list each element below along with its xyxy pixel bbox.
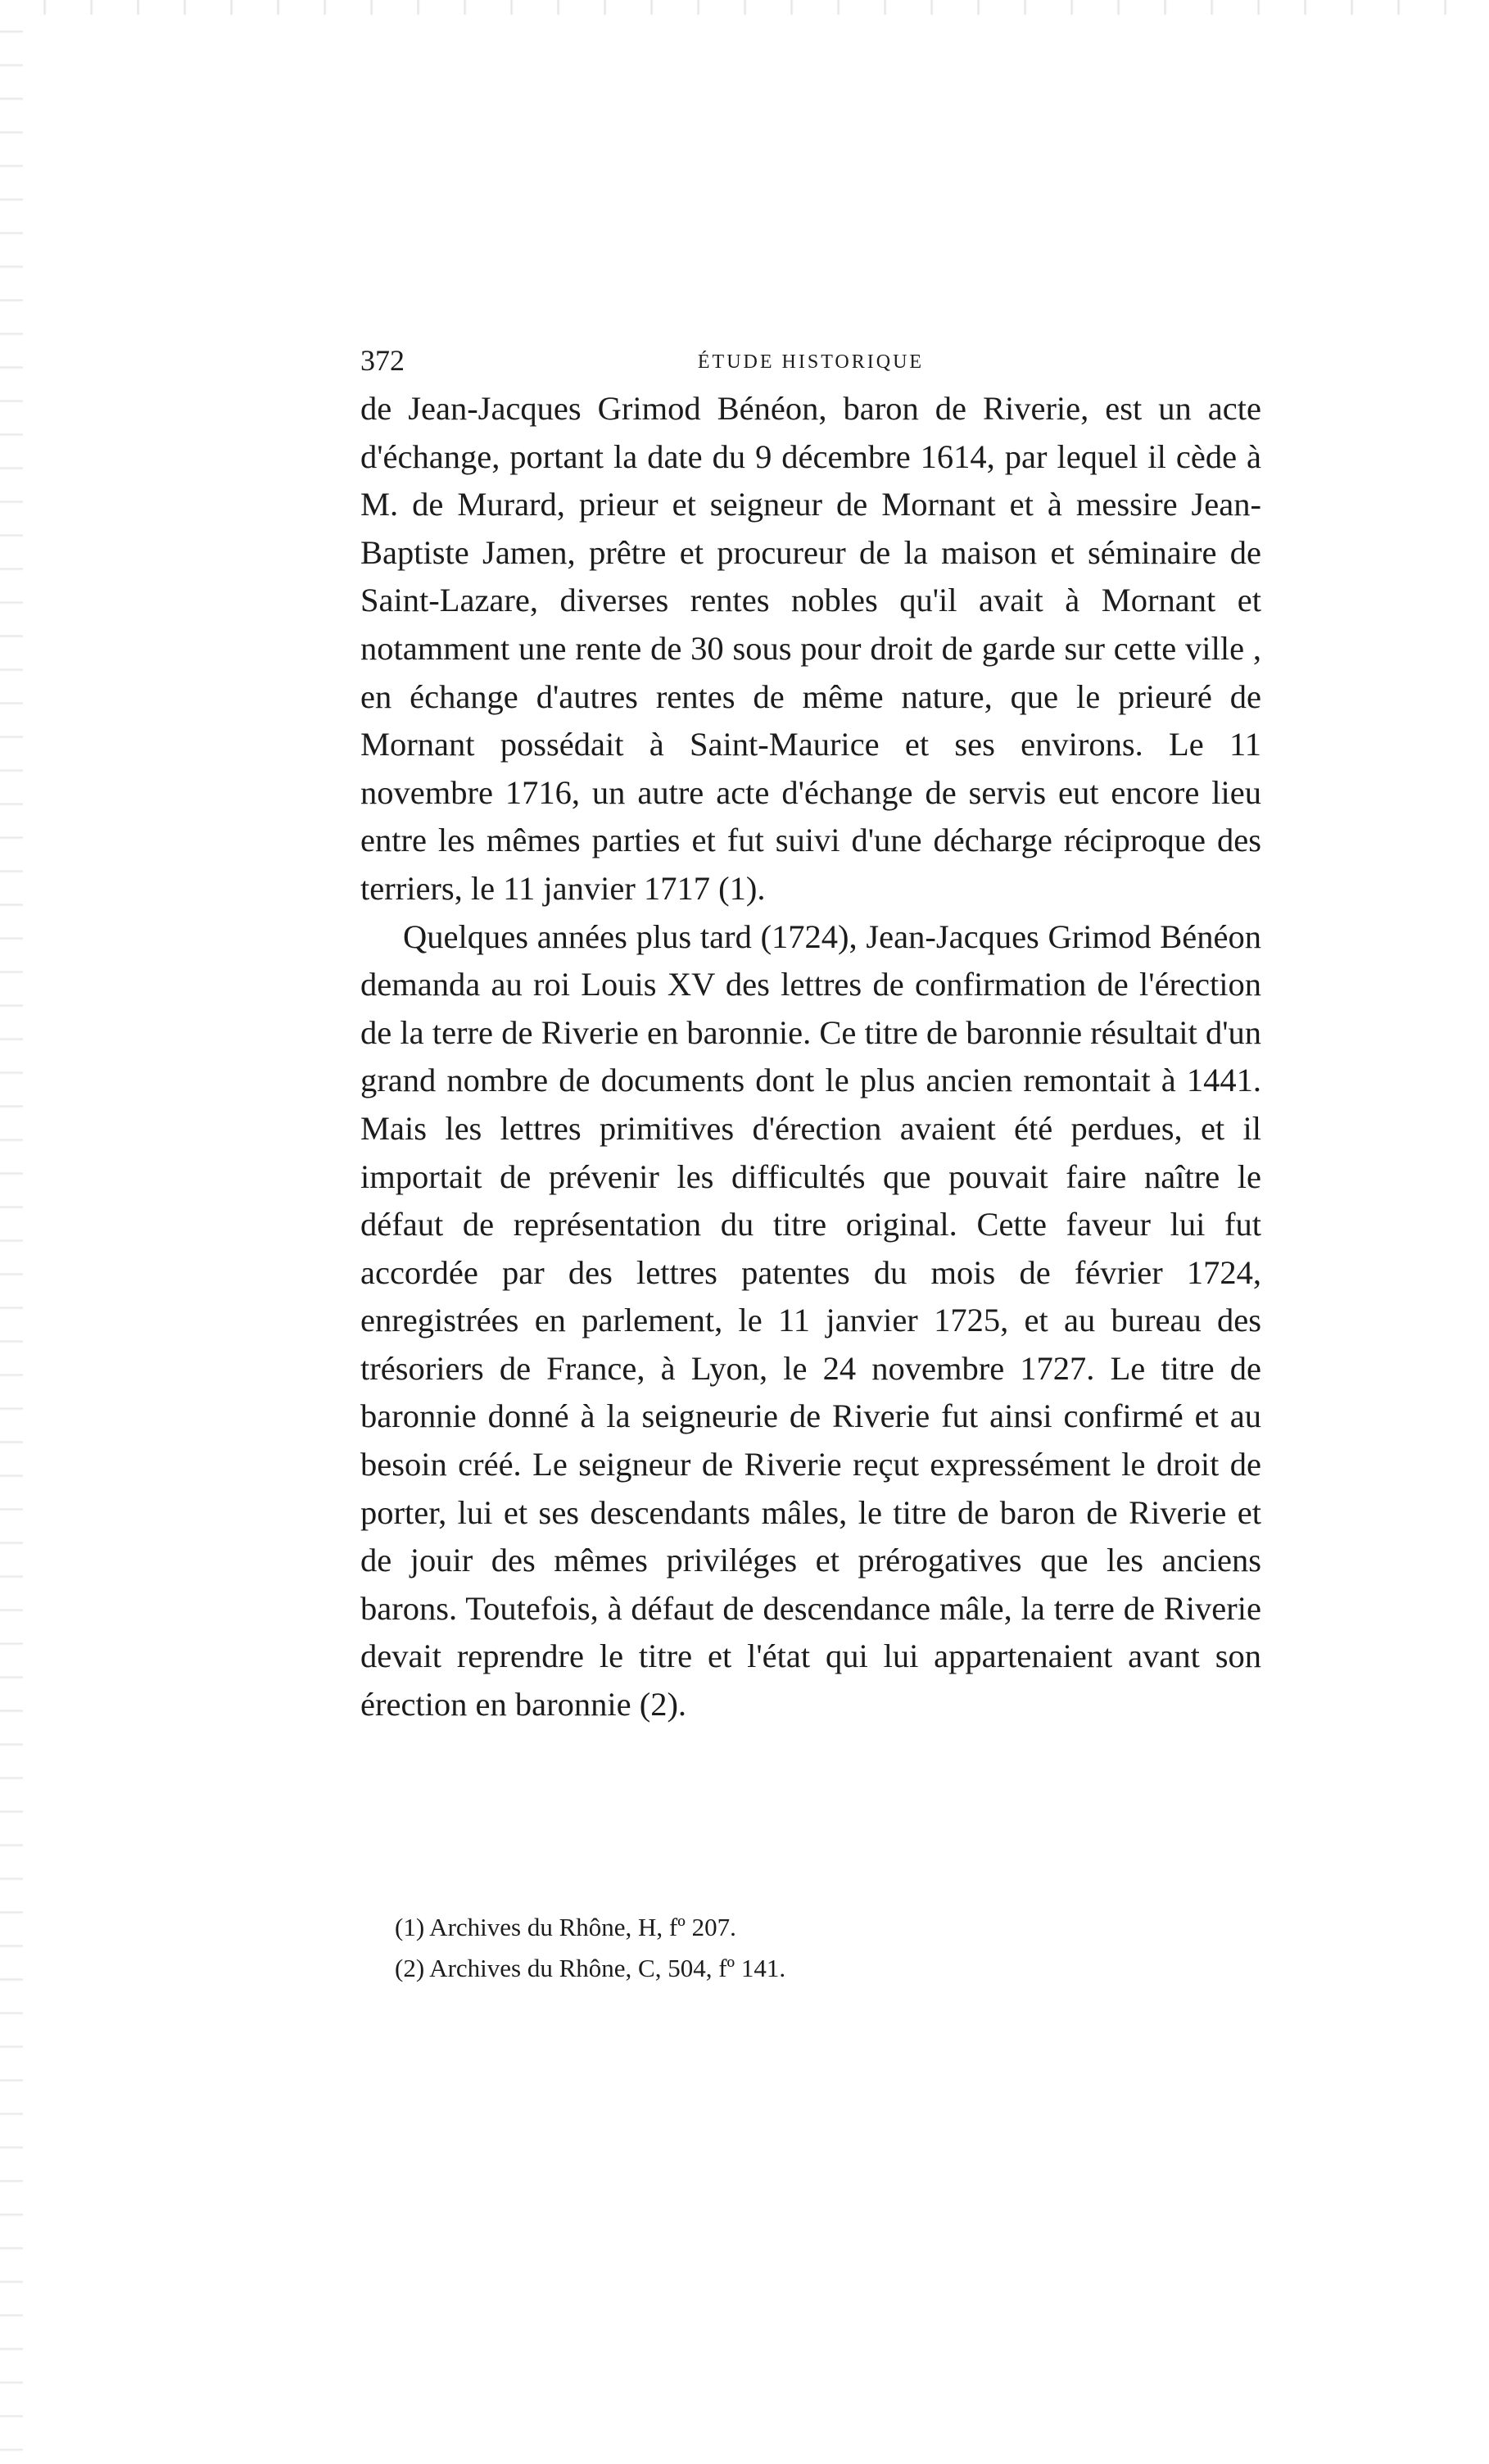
footnote-1: (1) Archives du Rhône, H, fº 207. <box>395 1913 736 1941</box>
footnote-2: (2) Archives du Rhône, C, 504, fº 141. <box>395 1954 786 1982</box>
paragraph-continuation: de Jean-Jacques Grimod Bénéon, baron de Riverie, est un acte d'échange, portant la date du 9 décembre 1614, par lequel il cède à M. de Murard, prieur et seigneur de Mornant et à messire Jean-Baptiste Jamen, prêtre et procureur de la maison et séminaire de Saint-Lazare, diverses rentes nobles qu'il avait à Mornant et notamment une rente de 30 sous pour droit de garde sur cette ville , en échange d'autres rentes de même nature, que le prieuré de Mornant possédait à Saint-Maurice et ses environs. Le 11 novembre 1716, un autre acte d'échange de servis eut encore lieu entre les mêmes parties et fut suivi d'une décharge réciproque des terriers, le 11 janvier 1717 (1). <box>360 390 1261 907</box>
scan-top-speckle <box>0 0 1489 15</box>
page-header <box>360 342 1261 378</box>
body-text <box>360 385 1261 1729</box>
footnotes <box>395 1907 1214 1989</box>
paragraph-baronnie: Quelques années plus tard (1724), Jean-Jacques Grimod Bénéon demanda au roi Louis XV des lettres de confirmation de l'érection de la terre de Riverie en baronnie. Ce titre de baronnie résultait d'un grand nombre de documents dont le plus ancien remontait à 1441. Mais les lettres primitives d'érection avaient été perdues, et il importait de prévenir les difficultés que pouvait faire naître le défaut de représentation du titre original. Cette faveur lui fut accordée par des lettres patentes du mois de février 1724, enregistrées en parlement, le 11 janvier 1725, et au bureau des trésoriers de France, à Lyon, le 24 novembre 1727. Le titre de baronnie donné à la seigneurie de Riverie fut ainsi confirmé et au besoin créé. Le seigneur de Riverie reçut expressément le droit de porter, lui et ses descendants mâles, le titre de baron de Riverie et de jouir des mêmes priviléges et prérogatives que les anciens barons. Toutefois, à défaut de descendance mâle, la terre de Riverie devait reprendre le titre et l'état qui lui appartenaient avant son érection en baronnie (2). <box>360 917 1261 1723</box>
scan-edge-speckle <box>0 0 23 2464</box>
running-head: ÉTUDE HISTORIQUE <box>697 351 925 373</box>
page-number: 372 <box>360 344 405 377</box>
